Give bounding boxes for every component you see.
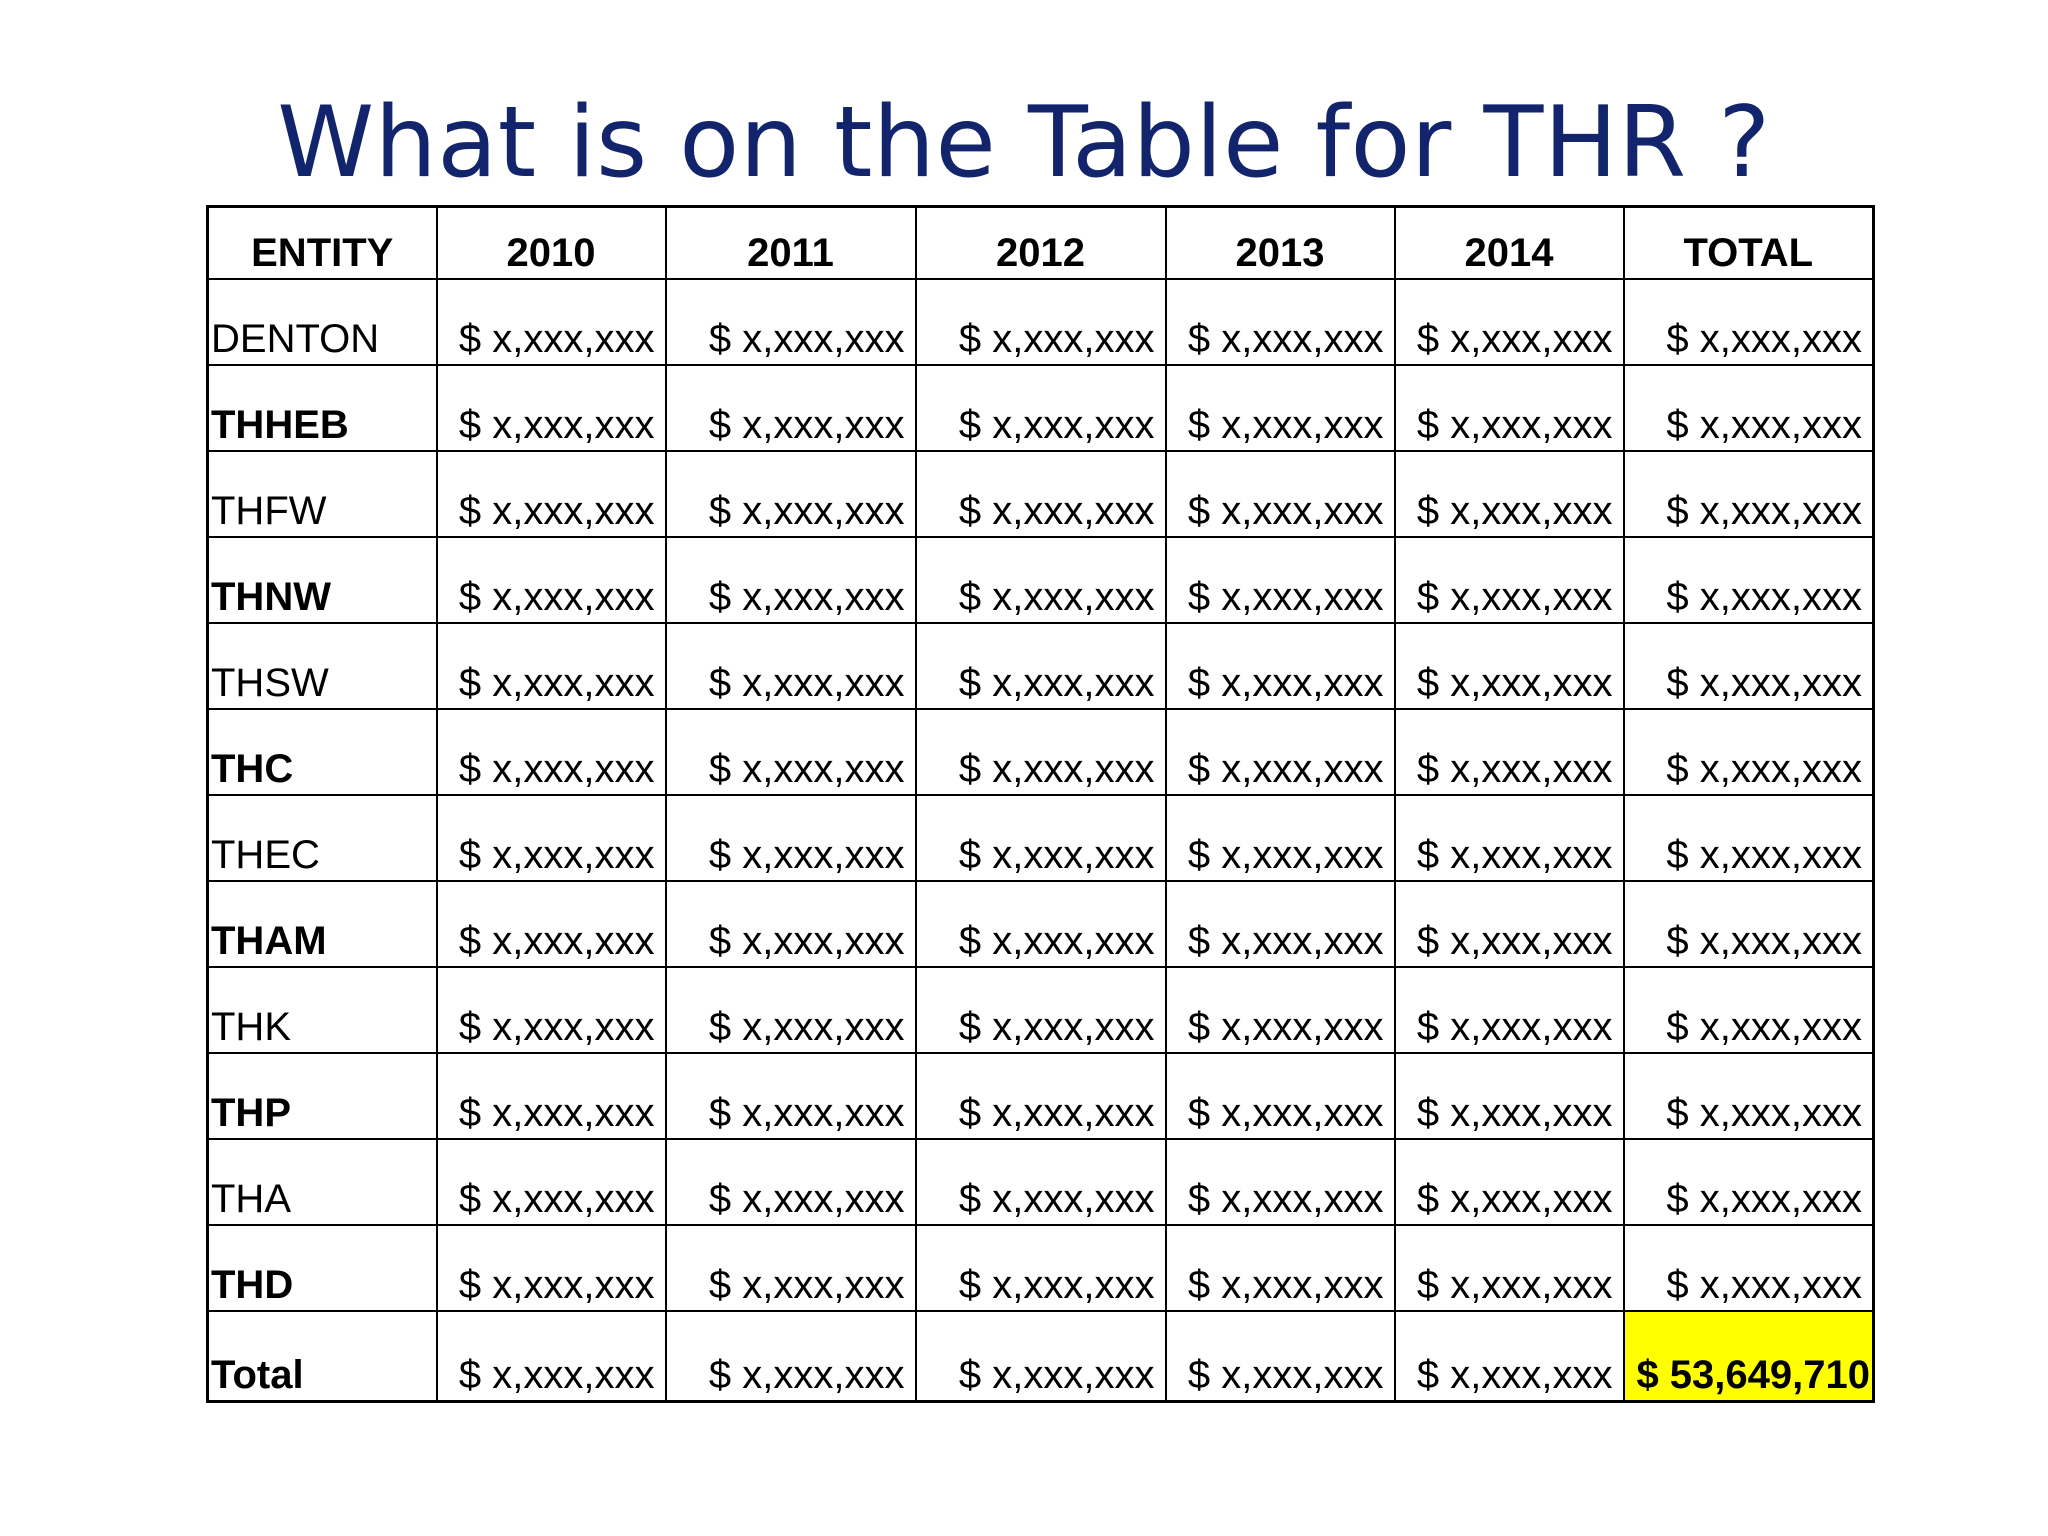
entity-cell: THSW <box>208 623 437 709</box>
table-row <box>208 881 1874 967</box>
amount-cell: $ x,xxx,xxx <box>1166 881 1395 967</box>
amount-cell: $ x,xxx,xxx <box>437 967 666 1053</box>
amount-cell: $ x,xxx,xxx <box>437 365 666 451</box>
total-row <box>208 1311 1874 1402</box>
amount-cell: $ x,xxx,xxx <box>666 537 916 623</box>
entity-cell: THC <box>208 709 437 795</box>
amount-cell: $ x,xxx,xxx <box>1166 1139 1395 1225</box>
amount-cell: $ x,xxx,xxx <box>437 881 666 967</box>
total-amount-cell: $ x,xxx,xxx <box>916 1311 1166 1402</box>
table-row <box>208 451 1874 537</box>
amount-cell: $ x,xxx,xxx <box>437 1053 666 1139</box>
amount-cell: $ x,xxx,xxx <box>666 1225 916 1311</box>
amount-cell: $ x,xxx,xxx <box>916 709 1166 795</box>
header-2010: 2010 <box>437 207 666 280</box>
amount-cell: $ x,xxx,xxx <box>437 451 666 537</box>
amount-cell: $ x,xxx,xxx <box>666 967 916 1053</box>
header-total: TOTAL <box>1624 207 1874 280</box>
amount-cell: $ x,xxx,xxx <box>1624 279 1874 365</box>
amount-cell: $ x,xxx,xxx <box>1624 623 1874 709</box>
amount-cell: $ x,xxx,xxx <box>1624 537 1874 623</box>
amount-cell: $ x,xxx,xxx <box>437 623 666 709</box>
amount-cell: $ x,xxx,xxx <box>1395 451 1624 537</box>
amount-cell: $ x,xxx,xxx <box>1166 365 1395 451</box>
amount-cell: $ x,xxx,xxx <box>1395 279 1624 365</box>
amount-cell: $ x,xxx,xxx <box>1624 795 1874 881</box>
amount-cell: $ x,xxx,xxx <box>916 1225 1166 1311</box>
table-row <box>208 795 1874 881</box>
amount-cell: $ x,xxx,xxx <box>666 709 916 795</box>
table-row <box>208 1225 1874 1311</box>
amount-cell: $ x,xxx,xxx <box>437 795 666 881</box>
amount-cell: $ x,xxx,xxx <box>1395 795 1624 881</box>
total-amount-cell: $ x,xxx,xxx <box>1166 1311 1395 1402</box>
amount-cell: $ x,xxx,xxx <box>1166 967 1395 1053</box>
amount-cell: $ x,xxx,xxx <box>1166 623 1395 709</box>
amount-cell: $ x,xxx,xxx <box>437 279 666 365</box>
amount-cell: $ x,xxx,xxx <box>916 537 1166 623</box>
amount-cell: $ x,xxx,xxx <box>916 795 1166 881</box>
slide-title: What is on the Table for THR ? <box>277 86 1771 200</box>
amount-cell: $ x,xxx,xxx <box>1395 881 1624 967</box>
amount-cell: $ x,xxx,xxx <box>1395 709 1624 795</box>
entity-cell: THAM <box>208 881 437 967</box>
entity-cell: THA <box>208 1139 437 1225</box>
amount-cell: $ x,xxx,xxx <box>1624 1139 1874 1225</box>
entity-cell: THFW <box>208 451 437 537</box>
header-2011: 2011 <box>666 207 916 280</box>
table-row <box>208 365 1874 451</box>
amount-cell: $ x,xxx,xxx <box>1624 1053 1874 1139</box>
amount-cell: $ x,xxx,xxx <box>666 365 916 451</box>
amount-cell: $ x,xxx,xxx <box>437 1225 666 1311</box>
table-row <box>208 1139 1874 1225</box>
amount-cell: $ x,xxx,xxx <box>1166 709 1395 795</box>
amount-cell: $ x,xxx,xxx <box>1395 537 1624 623</box>
table-row <box>208 623 1874 709</box>
amount-cell: $ x,xxx,xxx <box>1166 1053 1395 1139</box>
entity-cell: THEC <box>208 795 437 881</box>
amount-cell: $ x,xxx,xxx <box>666 795 916 881</box>
amount-cell: $ x,xxx,xxx <box>666 279 916 365</box>
header-entity: ENTITY <box>208 207 437 280</box>
amount-cell: $ x,xxx,xxx <box>916 1053 1166 1139</box>
entity-cell: THK <box>208 967 437 1053</box>
amount-cell: $ x,xxx,xxx <box>1624 881 1874 967</box>
amount-cell: $ x,xxx,xxx <box>1395 623 1624 709</box>
grand-total-cell: $ 53,649,710 <box>1624 1311 1874 1402</box>
amount-cell: $ x,xxx,xxx <box>666 881 916 967</box>
amount-cell: $ x,xxx,xxx <box>1395 1053 1624 1139</box>
entity-cell: THP <box>208 1053 437 1139</box>
table-row <box>208 709 1874 795</box>
amount-cell: $ x,xxx,xxx <box>1395 1225 1624 1311</box>
amount-cell: $ x,xxx,xxx <box>916 1139 1166 1225</box>
amount-cell: $ x,xxx,xxx <box>666 451 916 537</box>
amount-cell: $ x,xxx,xxx <box>1395 1139 1624 1225</box>
header-row <box>208 207 1874 280</box>
amount-cell: $ x,xxx,xxx <box>1166 279 1395 365</box>
total-amount-cell: $ x,xxx,xxx <box>437 1311 666 1402</box>
table-row <box>208 279 1874 365</box>
amount-cell: $ x,xxx,xxx <box>1166 795 1395 881</box>
amount-cell: $ x,xxx,xxx <box>666 1139 916 1225</box>
entity-cell: THNW <box>208 537 437 623</box>
amount-cell: $ x,xxx,xxx <box>1624 365 1874 451</box>
amount-cell: $ x,xxx,xxx <box>437 537 666 623</box>
amount-cell: $ x,xxx,xxx <box>1166 1225 1395 1311</box>
amount-cell: $ x,xxx,xxx <box>1395 967 1624 1053</box>
amount-cell: $ x,xxx,xxx <box>916 279 1166 365</box>
amount-cell: $ x,xxx,xxx <box>437 709 666 795</box>
amount-cell: $ x,xxx,xxx <box>666 623 916 709</box>
amount-cell: $ x,xxx,xxx <box>916 881 1166 967</box>
entity-cell: DENTON <box>208 279 437 365</box>
total-amount-cell: $ x,xxx,xxx <box>1395 1311 1624 1402</box>
amount-cell: $ x,xxx,xxx <box>916 967 1166 1053</box>
amount-cell: $ x,xxx,xxx <box>1395 365 1624 451</box>
table-row <box>208 967 1874 1053</box>
table-row <box>208 1053 1874 1139</box>
amount-cell: $ x,xxx,xxx <box>916 623 1166 709</box>
header-2013: 2013 <box>1166 207 1395 280</box>
amount-cell: $ x,xxx,xxx <box>1624 967 1874 1053</box>
header-2012: 2012 <box>916 207 1166 280</box>
entity-cell: THHEB <box>208 365 437 451</box>
amount-cell: $ x,xxx,xxx <box>1624 709 1874 795</box>
funding-table <box>206 205 1875 1403</box>
amount-cell: $ x,xxx,xxx <box>1166 451 1395 537</box>
table-row <box>208 537 1874 623</box>
entity-cell: THD <box>208 1225 437 1311</box>
amount-cell: $ x,xxx,xxx <box>666 1053 916 1139</box>
total-label: Total <box>208 1311 437 1402</box>
header-2014: 2014 <box>1395 207 1624 280</box>
amount-cell: $ x,xxx,xxx <box>1624 1225 1874 1311</box>
amount-cell: $ x,xxx,xxx <box>916 451 1166 537</box>
amount-cell: $ x,xxx,xxx <box>437 1139 666 1225</box>
amount-cell: $ x,xxx,xxx <box>1166 537 1395 623</box>
amount-cell: $ x,xxx,xxx <box>1624 451 1874 537</box>
amount-cell: $ x,xxx,xxx <box>916 365 1166 451</box>
total-amount-cell: $ x,xxx,xxx <box>666 1311 916 1402</box>
